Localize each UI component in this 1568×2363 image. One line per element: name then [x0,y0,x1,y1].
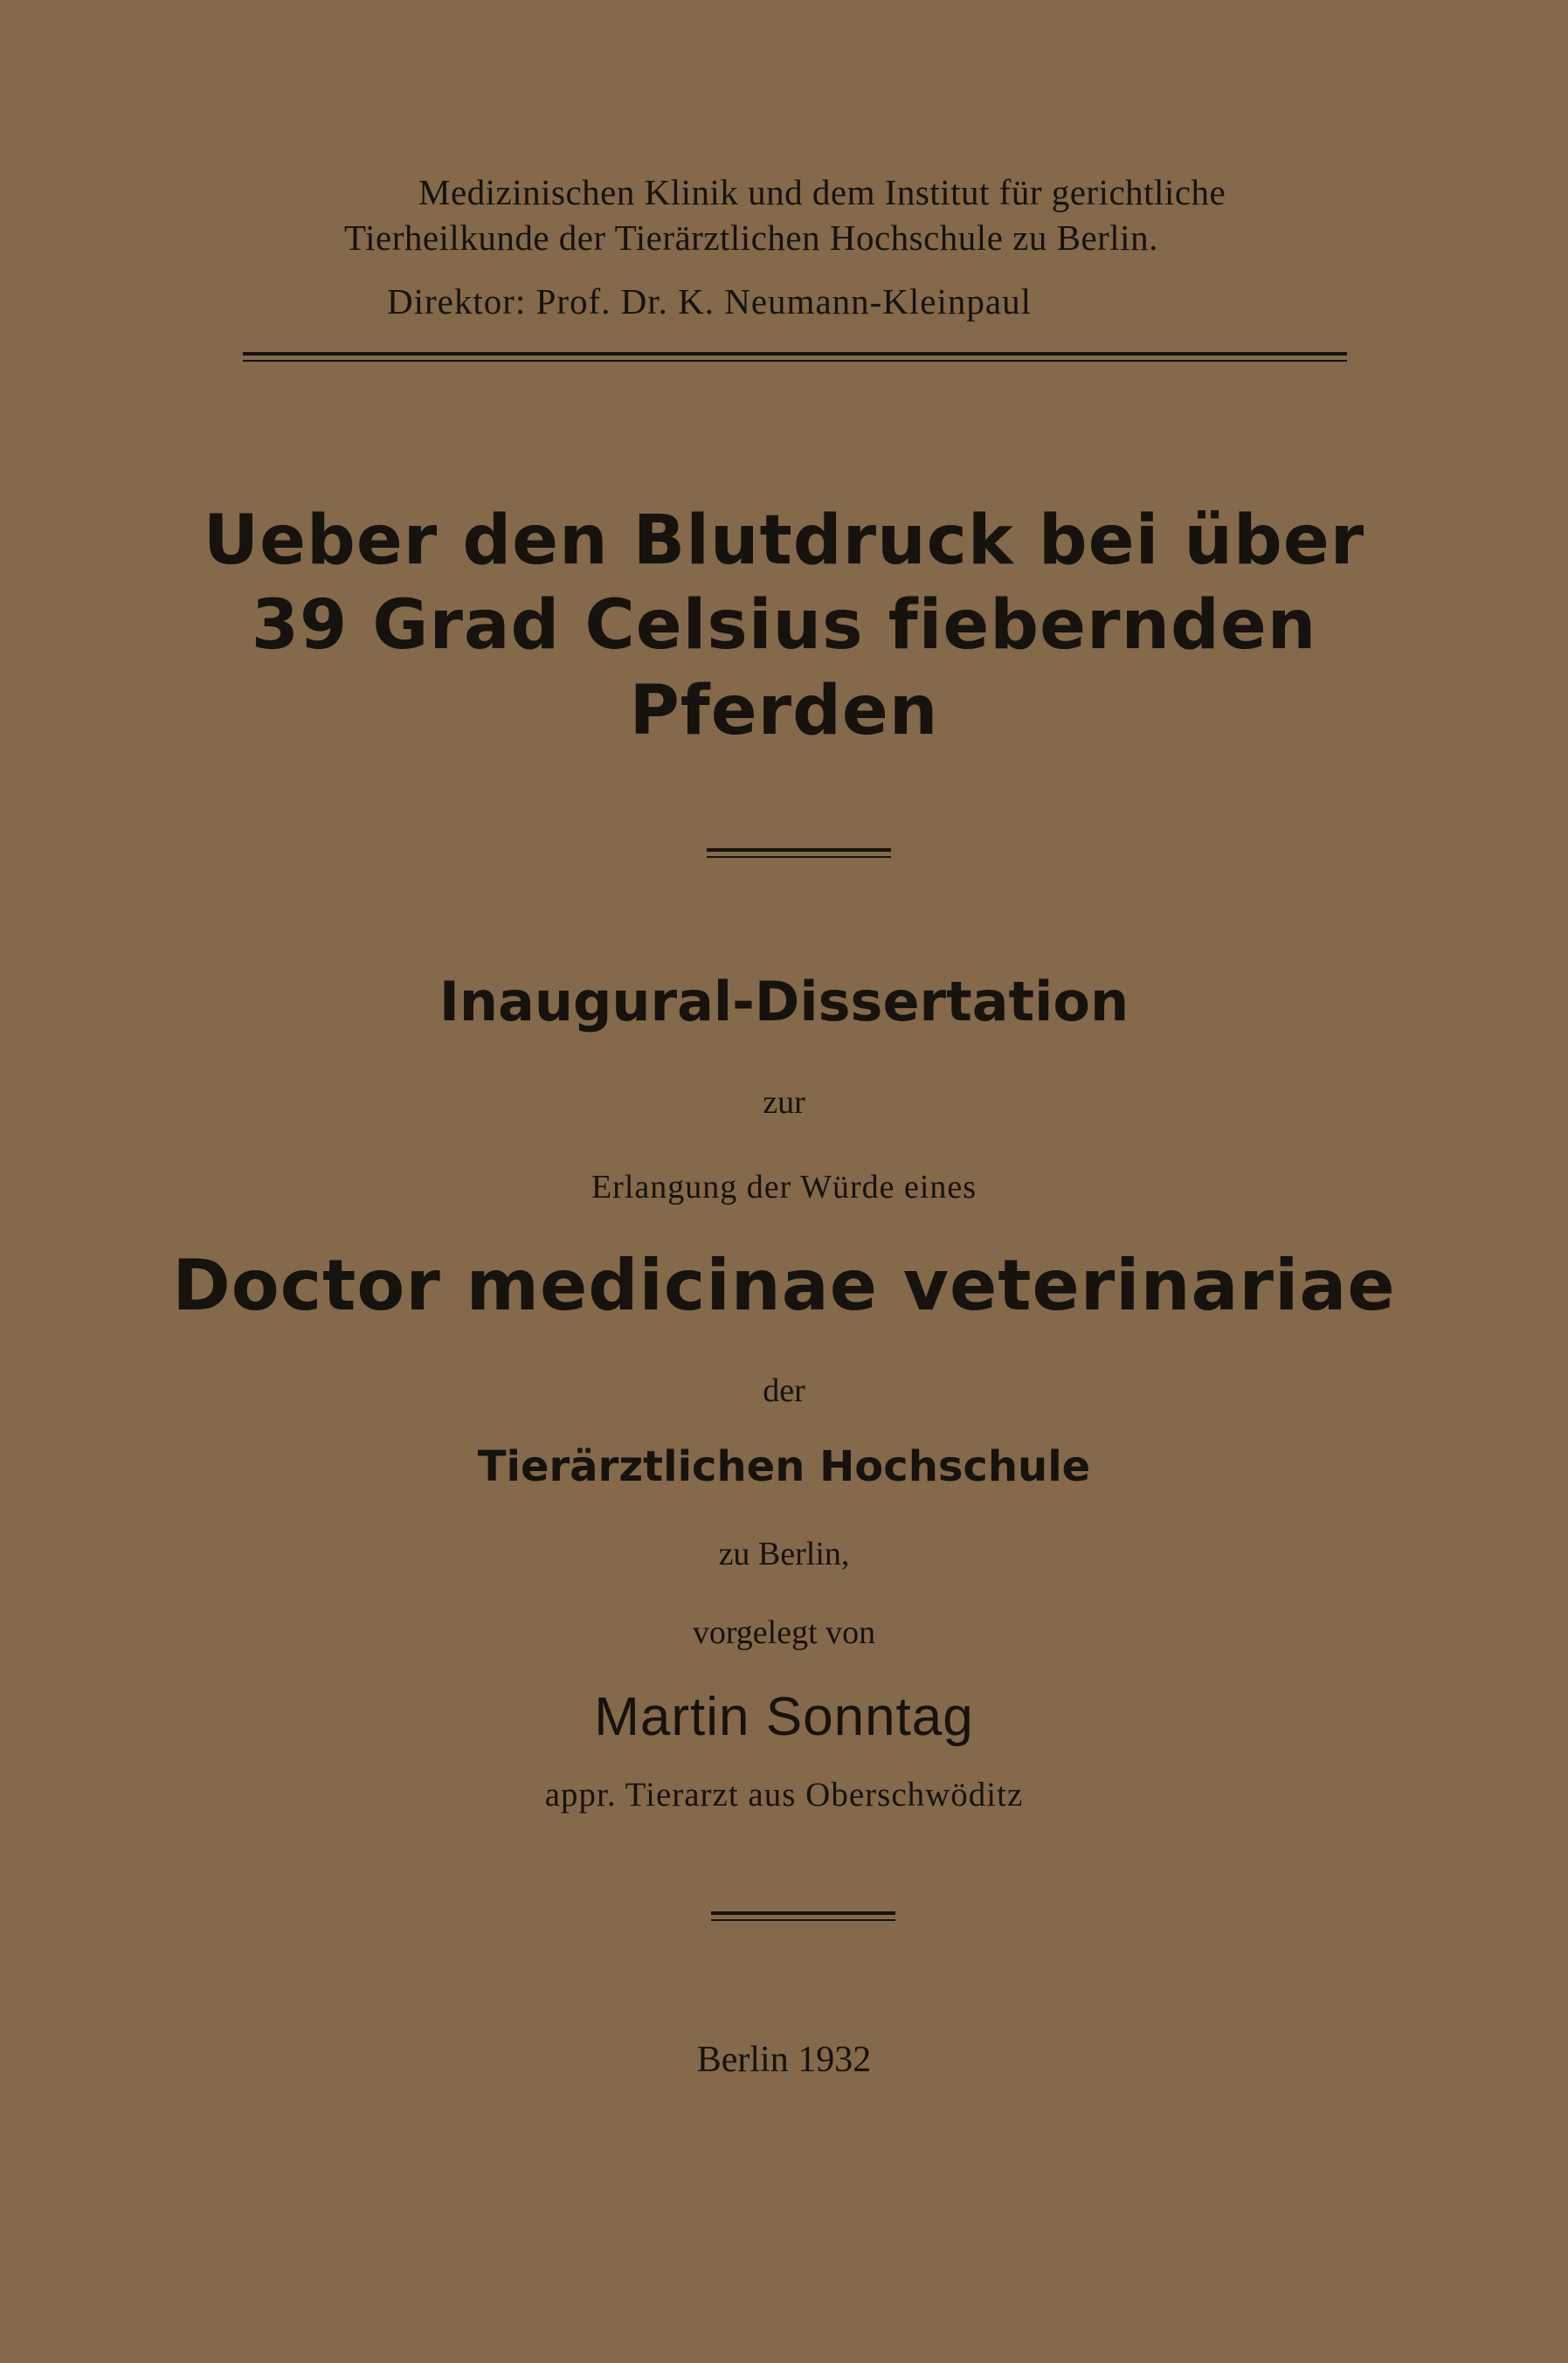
institution-line-2: Tierheilkunde der Tierärztlichen Hochschule zu Berlin. [344,218,1158,258]
imprint: Berlin 1932 [696,2040,872,2080]
dissertation-heading: Inaugural-Dissertation [439,970,1129,1033]
title-line-1: Ueber den Blutdruck bei über [203,501,1365,580]
title-line-2: 39 Grad Celsius fiebernden [251,586,1317,665]
school-location: zu Berlin, [718,1536,850,1572]
top-double-rule [243,352,1347,362]
lower-double-rule [711,1911,895,1921]
director-line: Direktor: Prof. Dr. K. Neumann-Kleinpaul [387,281,1032,321]
author-name: Martin Sonntag [594,1687,974,1747]
school-name: Tierärztlichen Hochschule [477,1442,1091,1491]
erlangung-text: Erlangung der Würde eines [591,1169,977,1206]
title-line-3: Pferden [629,672,939,750]
der-text: der [763,1372,805,1409]
zur-text: zur [763,1084,805,1121]
submitted-by-text: vorgelegt von [692,1614,876,1651]
institution-line-1: Medizinischen Klinik und dem Institut für gerichtliche [418,172,1226,212]
degree-title: Doctor medicinae veterinariae [172,1245,1396,1326]
author-info: appr. Tierarzt aus Oberschwöditz [544,1776,1024,1814]
middle-double-rule [707,848,891,858]
